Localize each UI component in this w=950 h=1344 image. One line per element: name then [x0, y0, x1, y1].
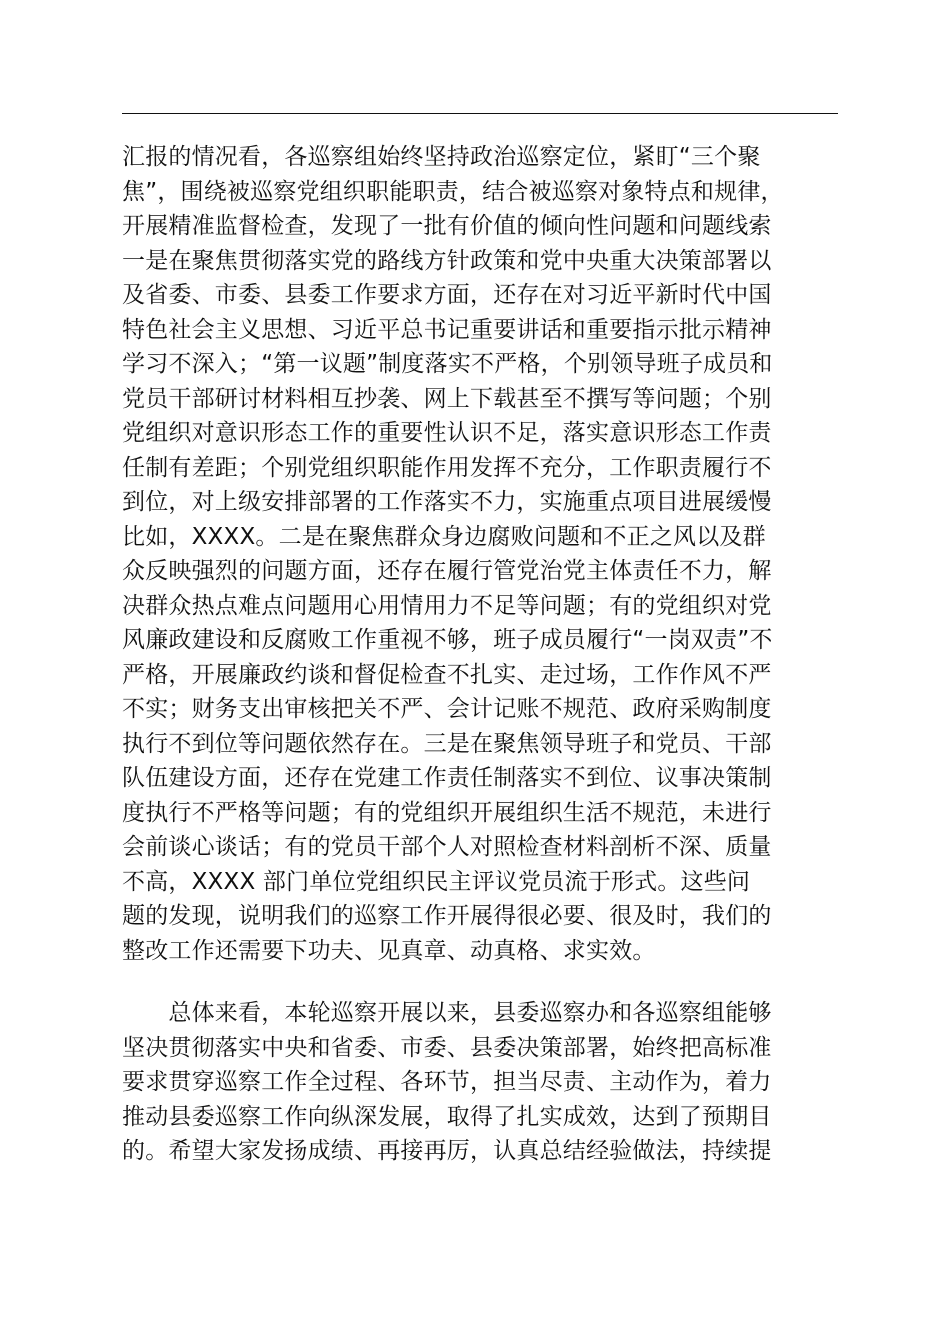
- text-line: 及省委、市委、县委工作要求方面，还存在对习近平新时代中国: [122, 282, 772, 308]
- text-line: 不高，XXXX 部门单位党组织民主评议党员流于形式。这些问: [122, 868, 751, 895]
- paragraph-spacer: [122, 968, 838, 996]
- text-line: 推动县委巡察工作向纵深发展，取得了扎实成效，达到了预期目: [122, 1103, 772, 1130]
- text-line: 要求贯穿巡察工作全过程、各环节，担当尽责、主动作为，着力: [122, 1069, 772, 1095]
- text-line: 党组织对意识形态工作的重要性认识不足，落实意识形态工作责: [122, 420, 772, 446]
- text-line: 一是在聚焦贯彻落实党的路线方针政策和党中央重大决策部署以: [122, 247, 772, 274]
- paragraph-1: [122, 140, 838, 968]
- text-line: 严格，开展廉政约谈和督促检查不扎实、走过场，工作作风不严: [122, 661, 772, 688]
- text-line: 队伍建设方面，还存在党建工作责任制落实不到位、议事决策制: [122, 765, 772, 791]
- text-line: 到位，对上级安排部署的工作落实不力，实施重点项目进展缓慢: [122, 489, 772, 515]
- text-line: 执行不到位等问题依然存在。三是在聚焦领导班子和党员、干部: [122, 730, 772, 757]
- text-line: 会前谈心谈话；有的党员干部个人对照检查材料剖析不深、质量: [122, 834, 772, 860]
- text-line: 题的发现，说明我们的巡察工作开展得很必要、很及时，我们的: [122, 903, 772, 929]
- text-line: 特色社会主义思想、习近平总书记重要讲话和重要指示批示精神: [122, 316, 772, 343]
- paragraph-2: [122, 996, 838, 1169]
- text-line: 风廉政建设和反腐败工作重视不够，班子成员履行“一岗双责”不: [122, 627, 773, 653]
- text-line: 学习不深入；“第一议题”制度落实不严格，个别领导班子成员和: [122, 351, 773, 377]
- text-line: 焦”，围绕被巡察党组织职能职责，结合被巡察对象特点和规律，: [122, 178, 784, 205]
- text-line: 的。希望大家发扬成绩、再接再厉，认真总结经验做法，持续提: [122, 1138, 772, 1164]
- text-line: 任制有差距；个别党组织职能作用发挥不充分，工作职责履行不: [122, 454, 772, 481]
- text-line: 不实；财务支出审核把关不严、会计记账不规范、政府采购制度: [122, 696, 772, 722]
- header-rule: [122, 113, 838, 114]
- text-line: 决群众热点难点问题用心用情用力不足等问题；有的党组织对党: [122, 592, 772, 619]
- text-line: 总体来看，本轮巡察开展以来，县委巡察办和各巡察组能够: [122, 1000, 772, 1026]
- text-line: 党员干部研讨材料相互抄袭、网上下载甚至不撰写等问题；个别: [122, 385, 772, 412]
- text-line: 比如，XXXX。二是在聚焦群众身边腐败问题和不正之风以及群: [122, 523, 766, 550]
- text-line: 汇报的情况看，各巡察组始终坚持政治巡察定位，紧盯“三个聚: [122, 144, 761, 170]
- text-line: 坚决贯彻落实中央和省委、市委、县委决策部署，始终把高标准: [122, 1034, 772, 1061]
- document-body: [122, 140, 838, 1169]
- text-line: 度执行不严格等问题；有的党组织开展组织生活不规范，未进行: [122, 799, 772, 826]
- text-line: 众反映强烈的问题方面，还存在履行管党治党主体责任不力，解: [122, 558, 772, 584]
- text-line: 整改工作还需要下功夫、见真章、动真格、求实效。: [122, 937, 656, 964]
- text-line: 开展精准监督检查，发现了一批有价值的倾向性问题和问题线索: [122, 213, 772, 239]
